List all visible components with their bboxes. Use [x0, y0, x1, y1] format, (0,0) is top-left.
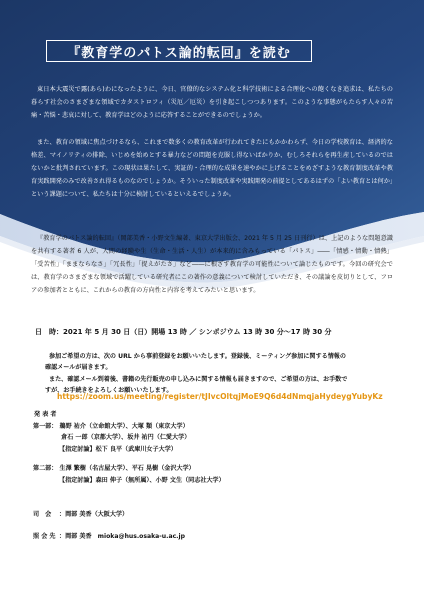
notice-line-1: 参加ご希望の方は、次の URL から事前登録をお願いいたします。登録後、ミーティング参加に関する情報の — [49, 353, 346, 360]
contact-line — [33, 531, 185, 540]
event-open: 開場 13 時 — [151, 328, 187, 336]
part1-presenters-2: 倉石 一郎（京都大学）、坂井 祐円（仁愛大学） — [61, 434, 191, 441]
part1-row-1 — [33, 421, 393, 433]
part2-label: 第二部： — [33, 465, 58, 472]
part2-row-1 — [33, 463, 393, 475]
presenters-section — [33, 409, 393, 486]
notice-line-3: また、確認メール到着後、書籍の先行販売の申し込みに関する情報も届きますので、ご希望の方は、お手数で — [49, 375, 348, 383]
event-symposium: シンポジウム 13 時 30 分～17 時 30 分 — [198, 328, 332, 336]
notice-line-4: すが、お手続きをよろしくお願いいたします。 — [45, 386, 173, 394]
part2-discussant-label: 【指定討論】 — [59, 476, 96, 484]
part2-presenters-1: 生澤 繁樹（名古屋大学）、平石 晃樹（金沢大学） — [59, 465, 195, 472]
part1-row-2 — [33, 432, 393, 444]
registration-notice — [45, 351, 390, 396]
title-frame — [46, 40, 312, 62]
intro-paragraph-3: 『教育学のパトス論的転回』（岡部美香・小野文生編著、東京大学出版会、2021 年 5 月 25 日刊行）は、上記のような問題意識を共有する著者 6 人が、人間の経験や生（生命・生活・人生）が本来的に含みもっている「パトス」――「情感・情動・情熱」「受苦性」「ままならなさ」「冗長性」「捉えがたさ」など――に根ざす教育学の可能性について論じたものです。今回の研究会では、教育学のさまざまな領域で活躍している研究者にこの著作の意義について検討していただき、その議論を皮切りとして、フロアの参加者とともに、これからの教育の方向性と内容を考えてみたいと思います。 — [31, 235, 393, 294]
contact-label: 照 会 先 — [33, 533, 56, 540]
part2-discussant: 森田 伸子（無所属）、小野 文生（同志社大学） — [95, 476, 225, 484]
intro-paragraph-1: 東日本大震災で露(あら)わになったように、今日、官僚的なシステム化と科学技術による合理化への飽くなき追求は、私たちの暮らす社会のさまざまな領域でカタストロフィ（災厄／厄災）を引き起こしつつあります。このような事態がもたらす人々の苦痛・苦悩・悲哀に対して、教育学はどのように応答することができるのでしょうか。 — [31, 86, 393, 119]
datetime-label: 日 時： — [35, 328, 63, 336]
intro-paragraph-2: また、教育の領域に焦点づけるなら、これまで数多くの教育改革が行われてきたにもかかわらず、今日の学校教育は、経済的な格差、マイノリティの排除、いじめを始めとする暴力などの問題を克服し得ないばかりか、むしろそれらを再生産しているのではないかと批判されています。この現状は果たして、実証的・合理的な成果を速やかに上げることをめざすような教育制度改革や教育実践開発のみで改善され得るものなのでしょうか。そういった制度改革や実践開発の前提としてあるはずの「よい教育とは何か」という課題について、私たちは十分に検討しているといえるでしょうか。 — [31, 139, 393, 198]
notice-line-2: 確認メールが届きます。 — [45, 364, 112, 372]
page-title: 『教育学のパトス論的転回』を読む — [67, 45, 291, 61]
event-datetime: 日 時：2021 年 5 月 30 日（日）開場 13 時 ／ シンポジウム 13 時 30 分～17 時 30 分 — [35, 328, 332, 336]
chair-label: 司 会 — [33, 511, 52, 518]
event-date: 2021 年 5 月 30 日（日） — [63, 328, 152, 336]
part2-discussant-row — [33, 475, 393, 487]
part1-discussant-label: 【指定討論】 — [59, 445, 96, 453]
part1-label: 第一部： — [33, 422, 58, 430]
part1-presenters-1: 鵜野 祐介（立命館大学）、大塚 類（東京大学） — [59, 422, 189, 430]
presenters-heading: 発 表 者 — [34, 411, 57, 418]
chair-value: ：岡部 美香（大阪大学） — [59, 511, 129, 518]
part1-discussant: 松下 良平（武庫川女子大学） — [95, 445, 177, 453]
registration-link[interactable]: https://zoom.us/meeting/register/tJIvcOltqjMoE9Q6d4dNmqjaHydeygYubyKz — [57, 392, 383, 401]
contact-value: ：岡部 美香 mioka@hus.osaka-u.ac.jp — [59, 533, 185, 540]
part1-discussant-row — [33, 444, 393, 456]
chair-line — [33, 509, 128, 518]
